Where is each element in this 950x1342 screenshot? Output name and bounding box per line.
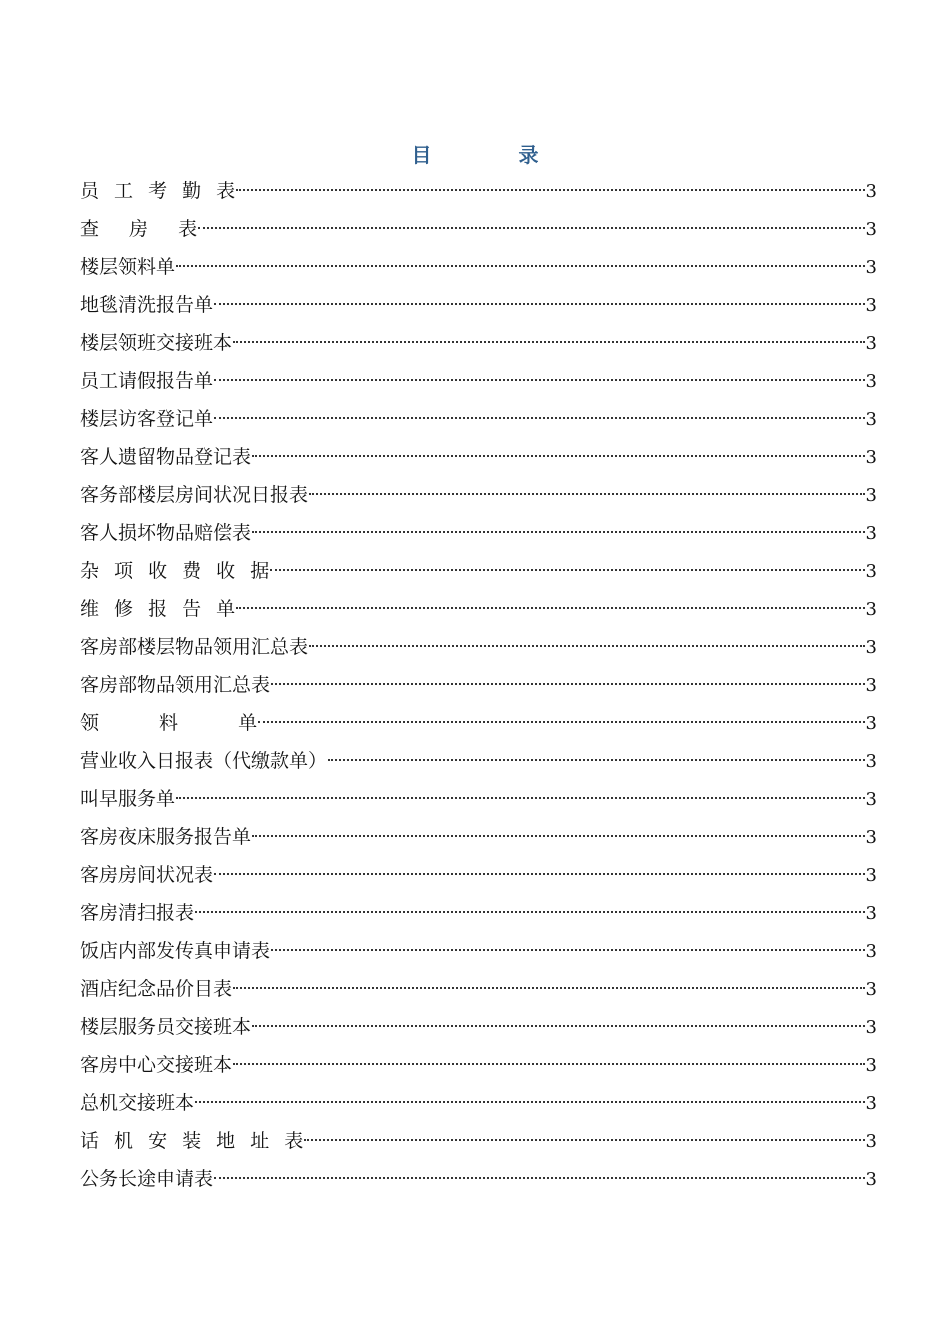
toc-entry[interactable]: [80, 324, 877, 362]
toc-entry[interactable]: [80, 1160, 877, 1198]
toc-entry[interactable]: [80, 666, 877, 704]
toc-entry-title: 员 工 考 勤 表: [80, 180, 236, 202]
toc-dot-leader: [214, 303, 865, 305]
toc-page-number: 3: [865, 1093, 877, 1114]
toc-page-number: 3: [865, 903, 877, 924]
toc-page-number: 3: [865, 827, 877, 848]
toc-entry-title: 楼层服务员交接班本: [80, 1016, 252, 1038]
toc-dot-leader: [233, 1063, 865, 1065]
toc-dot-leader: [195, 1101, 865, 1103]
toc-dot-leader: [271, 683, 865, 685]
toc-page-number: 3: [865, 1055, 877, 1076]
toc-entry[interactable]: [80, 780, 877, 818]
toc-page-number: 3: [865, 751, 877, 772]
toc-entry[interactable]: [80, 1084, 877, 1122]
toc-entry-title: 地毯清洗报告单: [80, 294, 214, 316]
toc-page-number: 3: [865, 181, 877, 202]
toc-entry-title: 叫早服务单: [80, 788, 176, 810]
toc-entry[interactable]: [80, 742, 877, 780]
toc-entry-title: 饭店内部发传真申请表: [80, 940, 271, 962]
toc-entry-title: 楼层领班交接班本: [80, 332, 233, 354]
toc-entry-title: 查 房 表: [80, 218, 198, 240]
toc-page-number: 3: [865, 865, 877, 886]
toc-entry[interactable]: [80, 818, 877, 856]
toc-page-number: 3: [865, 979, 877, 1000]
toc-entry-title: 员工请假报告单: [80, 370, 214, 392]
toc-entry[interactable]: [80, 476, 877, 514]
toc-entry-title: 客房部物品领用汇总表: [80, 674, 271, 696]
toc-entry-title: 领 料 单: [80, 712, 258, 734]
toc-page-number: 3: [865, 599, 877, 620]
toc-dot-leader: [309, 645, 865, 647]
toc-dot-leader: [252, 455, 865, 457]
toc-dot-leader: [271, 949, 865, 951]
toc-entry[interactable]: [80, 248, 877, 286]
toc-entry-title: 客房清扫报表: [80, 902, 195, 924]
toc-page-number: 3: [865, 1017, 877, 1038]
toc-dot-leader: [328, 759, 865, 761]
toc-dot-leader: [309, 493, 865, 495]
toc-page-number: 3: [865, 713, 877, 734]
toc-entry-title: 客人遗留物品登记表: [80, 446, 252, 468]
toc-entry[interactable]: [80, 1046, 877, 1084]
toc-entry[interactable]: [80, 210, 877, 248]
toc-entry[interactable]: [80, 894, 877, 932]
toc-entry-title: 客人损坏物品赔偿表: [80, 522, 252, 544]
toc-dot-leader: [233, 341, 865, 343]
toc-entry[interactable]: [80, 628, 877, 666]
toc-page-number: 3: [865, 447, 877, 468]
toc-entry-title: 客房夜床服务报告单: [80, 826, 252, 848]
toc-page-number: 3: [865, 941, 877, 962]
toc-list: [80, 172, 877, 1198]
toc-page-number: 3: [865, 409, 877, 430]
toc-dot-leader: [258, 721, 864, 723]
toc-dot-leader: [236, 189, 864, 191]
toc-dot-leader: [236, 607, 864, 609]
toc-entry[interactable]: [80, 400, 877, 438]
toc-entry-title: 总机交接班本: [80, 1092, 195, 1114]
toc-entry[interactable]: [80, 172, 877, 210]
toc-title: 目 录: [411, 143, 579, 167]
toc-dot-leader: [176, 797, 865, 799]
toc-dot-leader: [252, 835, 865, 837]
toc-dot-leader: [195, 911, 865, 913]
toc-page-number: 3: [865, 485, 877, 506]
toc-entry-title: 客务部楼层房间状况日报表: [80, 484, 309, 506]
toc-entry-title: 话 机 安 装 地 址 表: [80, 1130, 304, 1152]
toc-page-number: 3: [865, 523, 877, 544]
toc-dot-leader: [176, 265, 865, 267]
toc-dot-leader: [214, 379, 865, 381]
toc-entry[interactable]: [80, 1008, 877, 1046]
toc-page-number: 3: [865, 637, 877, 658]
toc-entry-title: 营业收入日报表（代缴款单）: [80, 750, 328, 772]
toc-page-number: 3: [865, 1131, 877, 1152]
toc-entry[interactable]: [80, 856, 877, 894]
toc-entry[interactable]: [80, 590, 877, 628]
toc-page-number: 3: [865, 257, 877, 278]
toc-entry[interactable]: [80, 514, 877, 552]
toc-entry[interactable]: [80, 286, 877, 324]
toc-page-number: 3: [865, 371, 877, 392]
toc-entry-title: 楼层访客登记单: [80, 408, 214, 430]
toc-dot-leader: [214, 1177, 865, 1179]
toc-entry[interactable]: [80, 552, 877, 590]
toc-entry[interactable]: [80, 438, 877, 476]
toc-dot-leader: [214, 873, 865, 875]
toc-entry-title: 酒店纪念品价目表: [80, 978, 233, 1000]
toc-entry[interactable]: [80, 970, 877, 1008]
toc-page-number: 3: [865, 333, 877, 354]
toc-entry[interactable]: [80, 932, 877, 970]
toc-entry-title: 公务长途申请表: [80, 1168, 214, 1190]
toc-entry-title: 客房中心交接班本: [80, 1054, 233, 1076]
toc-entry-title: 客房部楼层物品领用汇总表: [80, 636, 309, 658]
toc-dot-leader: [198, 227, 864, 229]
toc-entry[interactable]: [80, 1122, 877, 1160]
toc-entry-title: 客房房间状况表: [80, 864, 214, 886]
toc-page-number: 3: [865, 789, 877, 810]
toc-entry-title: 楼层领料单: [80, 256, 176, 278]
toc-dot-leader: [233, 987, 865, 989]
toc-page-number: 3: [865, 219, 877, 240]
toc-dot-leader: [214, 417, 865, 419]
toc-page-number: 3: [865, 561, 877, 582]
toc-entry-title: 维 修 报 告 单: [80, 598, 236, 620]
toc-dot-leader: [252, 1025, 865, 1027]
toc-dot-leader: [304, 1139, 864, 1141]
toc-entry-title: 杂 项 收 费 收 据: [80, 560, 270, 582]
toc-dot-leader: [270, 569, 864, 571]
toc-page-number: 3: [865, 675, 877, 696]
toc-dot-leader: [252, 531, 865, 533]
toc-entry[interactable]: [80, 362, 877, 400]
toc-entry[interactable]: [80, 704, 877, 742]
toc-page-number: 3: [865, 295, 877, 316]
toc-page-number: 3: [865, 1169, 877, 1190]
